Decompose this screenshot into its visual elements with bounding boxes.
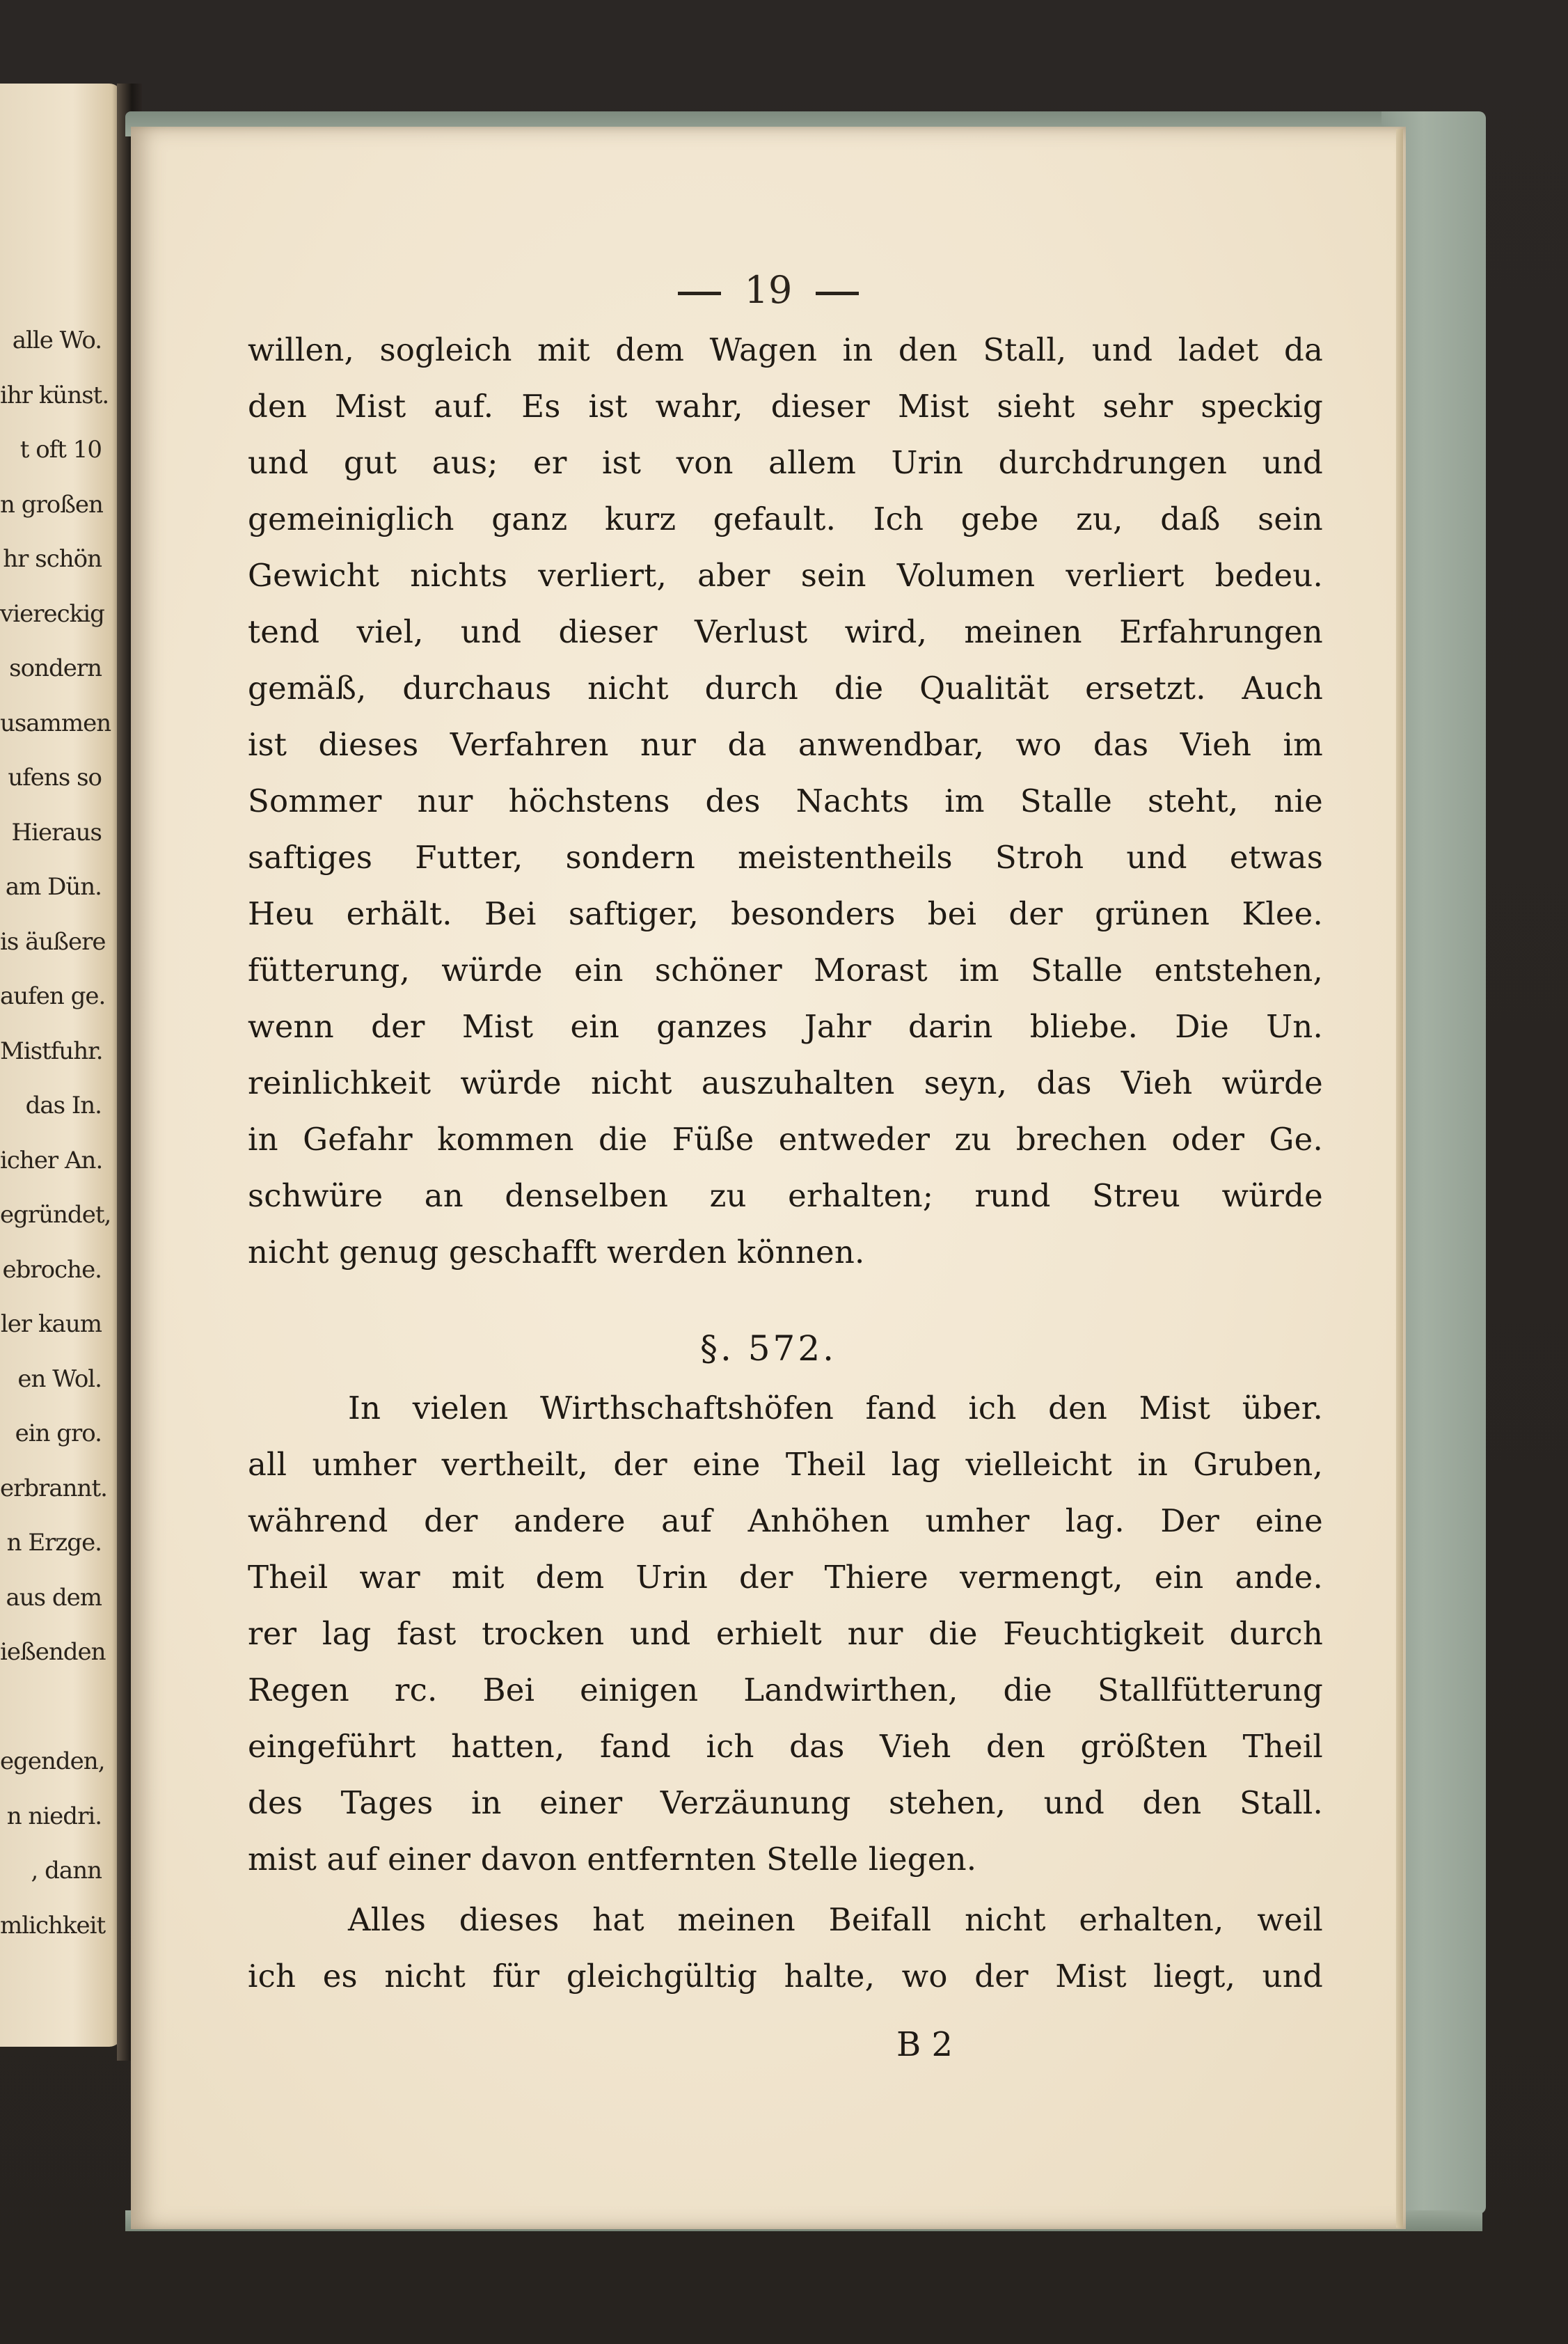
left-page-fragment: en Wol. xyxy=(17,1364,102,1393)
left-page-fragment: n Erzge. xyxy=(6,1529,102,1557)
left-page-fragment: alle Wo. xyxy=(12,327,102,354)
text-line: all umher vertheilt, der eine Theil lag vielleicht in Gruben, xyxy=(248,1446,1323,1483)
text-line: Theil war mit dem Urin der Thiere vermengt, ein ande. xyxy=(248,1559,1323,1596)
left-page-fragment: egründet, xyxy=(0,1201,111,1229)
left-page-fragment: ihr künst. xyxy=(0,381,109,409)
left-page-text-fragments xyxy=(0,313,111,1953)
text-line: in Gefahr kommen die Füße entweder zu brechen oder Ge. xyxy=(248,1121,1323,1158)
left-page-fragment: ießenden xyxy=(0,1638,106,1666)
book-page xyxy=(131,127,1406,2229)
text-line: tend viel, und dieser Verlust wird, meinen Erfahrungen xyxy=(248,613,1323,650)
text-line: willen, sogleich mit dem Wagen in den Stall, und ladet da xyxy=(248,331,1323,368)
text-line: Alles dieses hat meinen Beifall nicht erhalten, weil xyxy=(348,1901,1323,1938)
header-dash-left xyxy=(678,292,721,295)
page-header xyxy=(131,266,1406,315)
left-page-fragment: t oft 10 xyxy=(19,436,102,464)
text-line: Sommer nur höchstens des Nachts im Stalle steht, nie xyxy=(248,782,1323,819)
left-page-fragment: aufen ge. xyxy=(0,982,106,1010)
page-text xyxy=(131,127,1406,2229)
left-page-fragment: n niedri. xyxy=(6,1802,102,1830)
left-page-fragment: hr schön xyxy=(3,545,102,573)
left-page-fragment: ebroche. xyxy=(2,1255,102,1284)
text-line: nicht genug geschafft werden können. xyxy=(248,1234,865,1271)
left-page-fragment: ein gro. xyxy=(15,1419,102,1447)
left-page-fragment: Mistfuhr. xyxy=(0,1037,103,1065)
section-heading: §. 572. xyxy=(699,1328,837,1369)
left-page-fragment: erbrannt. xyxy=(0,1474,107,1502)
text-line: wenn der Mist ein ganzes Jahr darin bliebe. Die Un. xyxy=(248,1008,1323,1045)
left-page-fragment: ufens so xyxy=(8,764,102,792)
text-line: In vielen Wirthschaftshöfen fand ich den Mist über. xyxy=(348,1390,1323,1426)
text-line: Regen rc. Bei einigen Landwirthen, die Stallfütterung xyxy=(248,1672,1323,1708)
left-page-fragment: ler kaum xyxy=(0,1310,102,1338)
text-line: gemäß, durchaus nicht durch die Qualität ersetzt. Auch xyxy=(248,670,1323,707)
text-line: Heu erhält. Bei saftiger, besonders bei der grünen Klee. xyxy=(248,895,1323,932)
left-page-fragment: usammen xyxy=(0,709,111,737)
left-page-fragment: viereckig xyxy=(0,599,104,628)
left-page-fragment: das In. xyxy=(25,1092,102,1119)
text-line: während der andere auf Anhöhen umher lag. Der eine xyxy=(248,1502,1323,1539)
text-line: fütterung, würde ein schöner Morast im Stalle entstehen, xyxy=(248,952,1323,989)
left-page-fragment: mlichkeit xyxy=(0,1911,106,1940)
text-line: des Tages in einer Verzäunung stehen, und den Stall. xyxy=(248,1784,1323,1821)
left-page-fragment: aus dem xyxy=(6,1583,102,1612)
text-line: reinlichkeit würde nicht auszuhalten seyn, das Vieh würde xyxy=(248,1064,1323,1101)
left-page-fragment: sondern xyxy=(9,654,102,682)
header-dash-right xyxy=(816,292,859,295)
page-edge xyxy=(1396,129,1403,2228)
text-line: eingeführt hatten, fand ich das Vieh den größten Theil xyxy=(248,1728,1323,1765)
text-line: Gewicht nichts verliert, aber sein Volumen verliert bedeu. xyxy=(248,557,1323,594)
left-page-edge xyxy=(0,84,122,2047)
text-line: saftiges Futter, sondern meistentheils Stroh und etwas xyxy=(248,839,1323,876)
text-line: und gut aus; er ist von allem Urin durchdrungen und xyxy=(248,444,1323,481)
text-line: ich es nicht für gleichgültig halte, wo der Mist liegt, und xyxy=(248,1958,1323,1995)
text-line: ist dieses Verfahren nur da anwendbar, wo das Vieh im xyxy=(248,726,1323,763)
left-page-fragment: Hieraus xyxy=(11,818,102,847)
left-page-fragment: egenden, xyxy=(0,1747,105,1775)
text-line: mist auf einer davon entfernten Stelle liegen. xyxy=(248,1841,977,1878)
text-line: schwüre an denselben zu erhalten; rund Streu würde xyxy=(248,1177,1323,1214)
signature-mark: B 2 xyxy=(896,2025,953,2064)
left-page-fragment: icher An. xyxy=(0,1146,103,1174)
left-page-fragment: am Dün. xyxy=(5,873,102,901)
left-page-fragment: , dann xyxy=(31,1857,102,1885)
text-line: den Mist auf. Es ist wahr, dieser Mist sieht sehr speckig xyxy=(248,388,1323,425)
left-page-fragment: is äußere xyxy=(0,927,106,956)
page-number: 19 xyxy=(744,268,793,312)
text-line: rer lag fast trocken und erhielt nur die Feuchtigkeit durch xyxy=(248,1615,1323,1652)
text-line: gemeiniglich ganz kurz gefault. Ich gebe zu, daß sein xyxy=(248,501,1323,537)
left-page-fragment: n großen xyxy=(0,490,103,519)
left-page-fragment xyxy=(0,1680,111,1735)
